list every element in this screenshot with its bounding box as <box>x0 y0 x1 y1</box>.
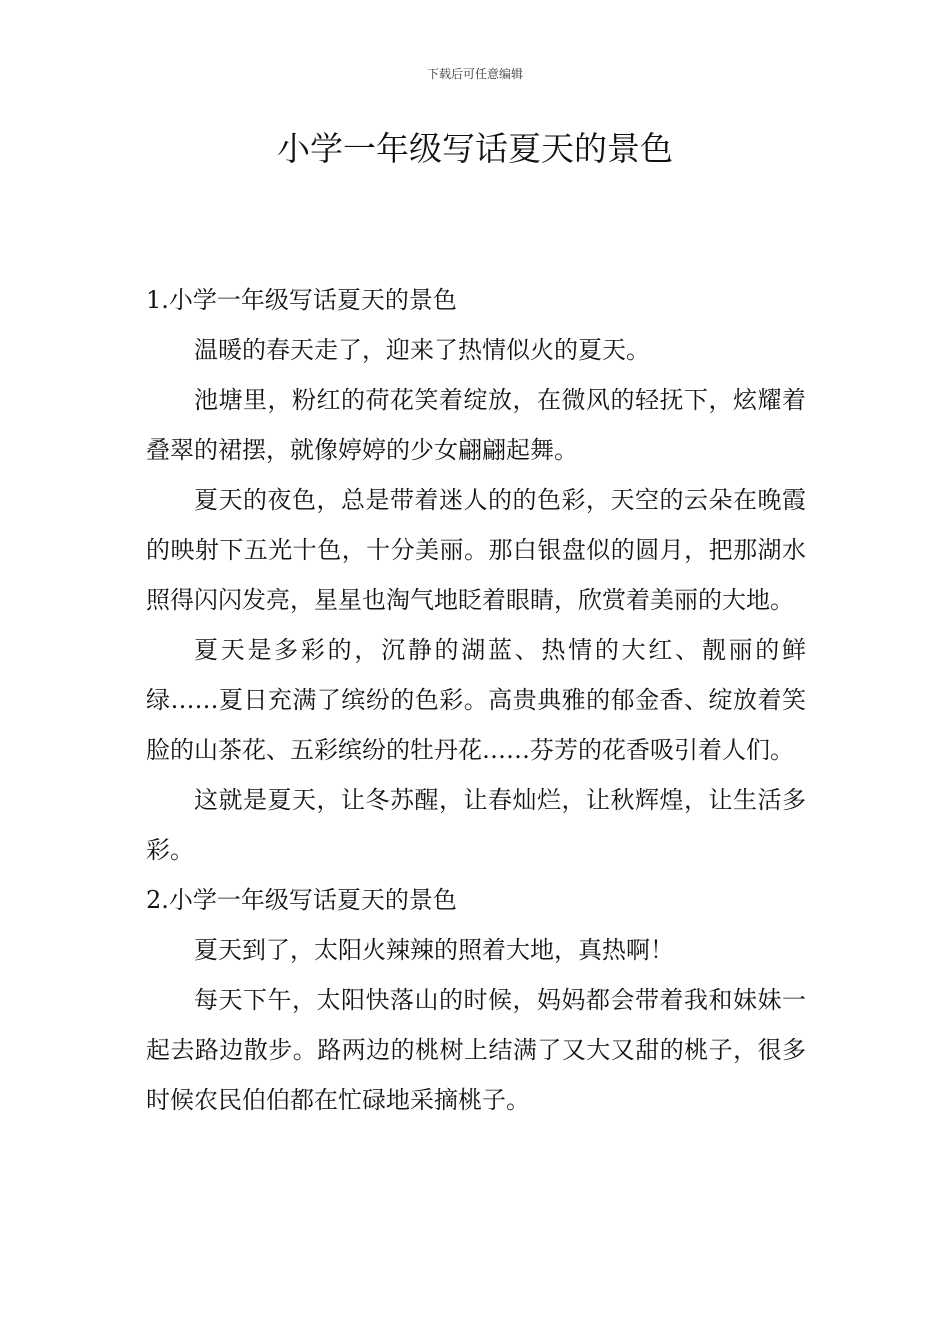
section-2 <box>146 875 806 1125</box>
section-heading: 1.小学一年级写话夏天的景色 <box>146 286 457 314</box>
document-body <box>146 275 806 1125</box>
document-title: 小学一年级写话夏天的景色 <box>277 129 673 168</box>
paragraph: 夏天的夜色，总是带着迷人的的色彩，天空的云朵在晚霞的映射下五光十色，十分美丽。那白银盘似的圆月，把那湖水照得闪闪发亮，星星也淘气地眨着眼睛，欣赏着美丽的大地。 <box>146 486 806 614</box>
paragraph: 池塘里，粉红的荷花笑着绽放，在微风的轻抚下，炫耀着叠翠的裙摆，就像婷婷的少女翩翩起舞。 <box>146 386 806 464</box>
header-note: 下载后可任意编辑 <box>426 67 523 81</box>
paragraph: 这就是夏天，让冬苏醒，让春灿烂，让秋辉煌，让生活多彩。 <box>146 786 806 864</box>
paragraph: 温暖的春天走了，迎来了热情似火的夏天。 <box>194 336 650 364</box>
paragraph: 每天下午，太阳快落山的时候，妈妈都会带着我和妹妹一起去路边散步。路两边的桃树上结满了又大又甜的桃子，很多时候农民伯伯都在忙碌地采摘桃子。 <box>146 986 806 1114</box>
paragraph: 夏天到了，太阳火辣辣的照着大地，真热啊！ <box>194 936 674 964</box>
paragraph: 夏天是多彩的，沉静的湖蓝、热情的大红、靓丽的鲜绿……夏日充满了缤纷的色彩。高贵典雅的郁金香、绽放着笑脸的山茶花、五彩缤纷的牡丹花……芬芳的花香吸引着人们。 <box>146 636 806 764</box>
section-heading: 2.小学一年级写话夏天的景色 <box>146 886 457 914</box>
section-1 <box>146 275 806 875</box>
